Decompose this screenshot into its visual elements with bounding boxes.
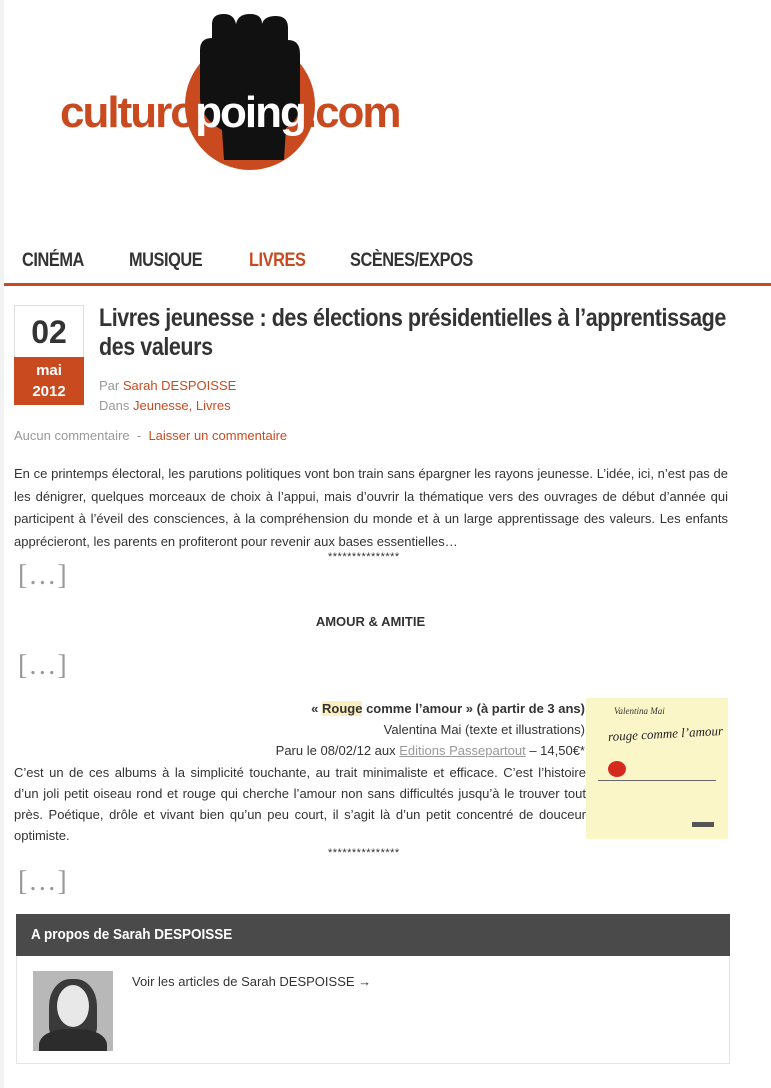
cover-ground-line — [598, 780, 716, 781]
main-nav — [22, 250, 528, 272]
separator-stars: *************** — [328, 847, 400, 859]
comment-count[interactable]: Aucun commentaire — [14, 428, 130, 443]
image-placeholder: […] — [18, 650, 68, 681]
date-year: 2012 — [32, 383, 66, 400]
author-avatar[interactable] — [33, 971, 113, 1051]
book-publication — [276, 743, 585, 758]
pub-suffix: – 14,50€* — [525, 743, 585, 758]
avatar-face — [57, 985, 89, 1027]
category-link-jeunesse[interactable]: Jeunesse — [132, 398, 189, 413]
book-title-highlight: Rouge — [322, 701, 363, 716]
book-cover-image — [586, 698, 728, 839]
separator-stars: *************** — [328, 551, 400, 563]
author-bio-heading-text: A propos de Sarah DESPOISSE — [31, 926, 233, 943]
logo-text-com: .com — [304, 88, 400, 137]
cover-title: rouge comme l’amour — [607, 723, 724, 745]
post-author-meta — [99, 378, 236, 393]
date-month: mai — [36, 362, 62, 379]
author-articles-link[interactable]: Voir les articles de Sarah DESPOISSE → — [132, 974, 372, 989]
date-badge — [14, 305, 84, 405]
bird-illustration — [608, 761, 626, 777]
book-title-open: « — [311, 701, 323, 716]
logo-text-poing: poing — [195, 88, 305, 137]
leave-comment-link[interactable]: Laisser un commentaire — [148, 428, 288, 443]
author-bio-body — [16, 956, 730, 1064]
book-title — [311, 701, 585, 716]
nav-divider — [4, 283, 771, 286]
in-label: Dans — [99, 398, 130, 413]
image-placeholder: […] — [18, 560, 68, 591]
nav-item-scenes-expos[interactable]: SCÈNES/EXPOS — [349, 250, 473, 271]
category-link-livres[interactable]: Livres — [195, 398, 231, 413]
section-heading: AMOUR & AMITIE — [315, 614, 426, 629]
cover-publisher-mark — [692, 822, 714, 827]
avatar-shoulders — [39, 1029, 107, 1051]
pub-prefix: Paru le 08/02/12 aux — [275, 743, 400, 758]
publisher-link[interactable]: Editions Passepartout — [399, 743, 526, 758]
author-link[interactable]: Sarah DESPOISSE — [122, 378, 237, 393]
comments-meta — [14, 428, 287, 443]
date-month-year — [14, 357, 84, 405]
post-title-line1: Livres jeunesse : des élections présidentielles à l’apprentissage — [99, 304, 726, 332]
intro-paragraph: En ce printemps électoral, les parutions politiques vont bon train sans épargner les rayons jeunesse. L’idée, ici, n’est pas de les dénigrer, quelques morceaux de choix à l’appui, mais d’ouvrir la thématique vers des ouvrages de début d’année qui participent à l’éveil des consciences, à la compréhension du monde et à un large apprentissage des valeurs. Les enfants apprécieront, les parents en profiteront pour revenir aux bases essentielles… — [14, 466, 728, 549]
post-category-meta — [99, 398, 231, 413]
by-label: Par — [99, 378, 120, 393]
date-day: 02 — [14, 305, 84, 357]
image-placeholder: […] — [18, 866, 68, 897]
logo-wordmark — [60, 88, 400, 138]
nav-item-livres[interactable]: LIVRES — [249, 250, 306, 271]
author-bio-heading — [16, 914, 730, 956]
logo-text-culturo: culturo — [60, 88, 196, 137]
book-authors: Valentina Mai (texte et illustrations) — [383, 722, 585, 737]
author-bio-box — [16, 914, 730, 1064]
post-title[interactable] — [99, 304, 739, 362]
post-title-line2: des valeurs — [99, 333, 213, 361]
nav-item-musique[interactable]: MUSIQUE — [128, 250, 203, 271]
category-separator: , — [188, 398, 193, 413]
comments-separator: - — [136, 428, 142, 443]
site-logo[interactable] — [60, 10, 400, 170]
nav-item-cinema[interactable]: CINÉMA — [22, 250, 84, 271]
book-title-rest: comme l’amour » (à partir de 3 ans) — [362, 701, 585, 716]
cover-author: Valentina Mai — [614, 706, 665, 716]
book-description: C’est un de ces albums à la simplicité touchante, au trait minimaliste et efficace. C’est l’histoire d’un joli petit oiseau rond et rouge qui cherche l’amour non sans difficultés jusqu’à le trouver tout près. Poétique, drôle et vivant bien qu’un peu court, il s’agit là d’un petit concentré de douceur optimiste. — [14, 765, 586, 843]
